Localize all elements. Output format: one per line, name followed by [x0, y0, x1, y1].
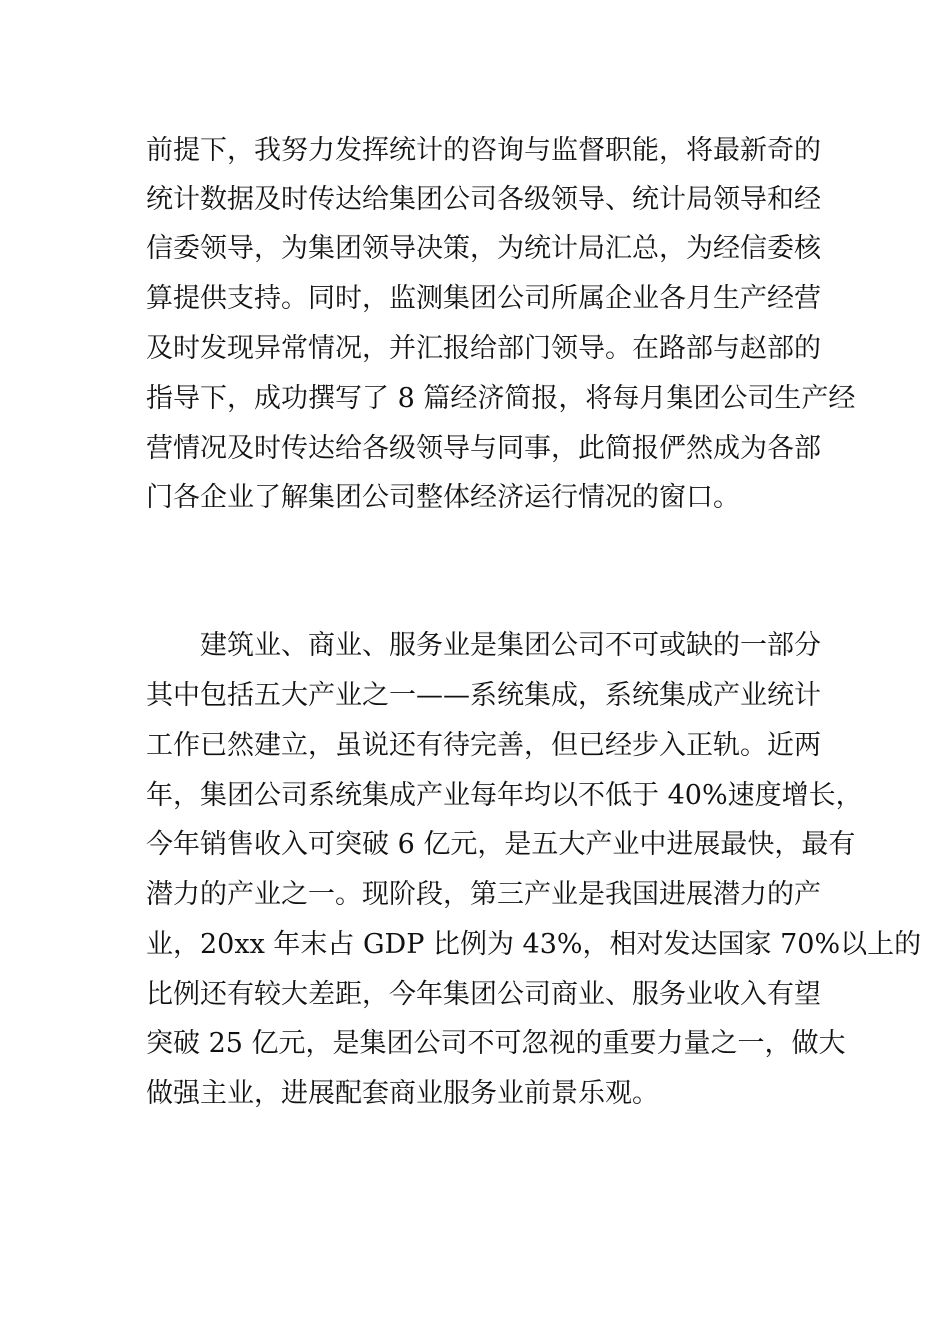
paragraph-1-line-2: 统计数据及时传达给集团公司各级领导、统计局领导和经 [146, 184, 821, 215]
paragraph-2-line-1: 建筑业、商业、服务业是集团公司不可或缺的一部分 [200, 630, 821, 661]
paragraph-2-line-5: 今年销售收入可突破 6 亿元，是五大产业中进展最快，最有 [146, 829, 856, 860]
paragraph-2-line-2: 其中包括五大产业之一——系统集成，系统集成产业统计 [146, 680, 821, 711]
paragraph-1-line-7: 营情况及时传达给各级领导与同事，此简报俨然成为各部 [146, 433, 821, 464]
paragraph-2-line-3: 工作已然建立，虽说还有待完善，但已经步入正轨。近两 [146, 730, 821, 761]
paragraph-1-line-4: 算提供支持。同时，监测集团公司所属企业各月生产经营 [146, 283, 821, 314]
paragraph-2-line-7: 业，20xx 年末占 GDP 比例为 43%，相对发达国家 70%以上的 [146, 929, 922, 960]
paragraph-1-line-8: 门各企业了解集团公司整体经济运行情况的窗口。 [146, 482, 740, 513]
paragraph-2-line-6: 潜力的产业之一。现阶段，第三产业是我国进展潜力的产 [146, 879, 821, 910]
paragraph-2-line-10: 做强主业，进展配套商业服务业前景乐观。 [146, 1078, 659, 1109]
paragraph-2-line-9: 突破 25 亿元，是集团公司不可忽视的重要力量之一，做大 [146, 1028, 846, 1059]
paragraph-2-line-8: 比例还有较大差距，今年集团公司商业、服务业收入有望 [146, 979, 821, 1010]
paragraph-1-line-3: 信委领导，为集团领导决策，为统计局汇总，为经信委核 [146, 233, 821, 264]
paragraph-1-line-1: 前提下，我努力发挥统计的咨询与监督职能，将最新奇的 [146, 135, 821, 166]
paragraph-2-line-4: 年，集团公司系统集成产业每年均以不低于 40%速度增长， [146, 780, 863, 811]
paragraph-1-line-6: 指导下，成功撰写了 8 篇经济简报，将每月集团公司生产经 [146, 383, 856, 414]
paragraph-1-line-5: 及时发现异常情况，并汇报给部门领导。在路部与赵部的 [146, 333, 821, 364]
